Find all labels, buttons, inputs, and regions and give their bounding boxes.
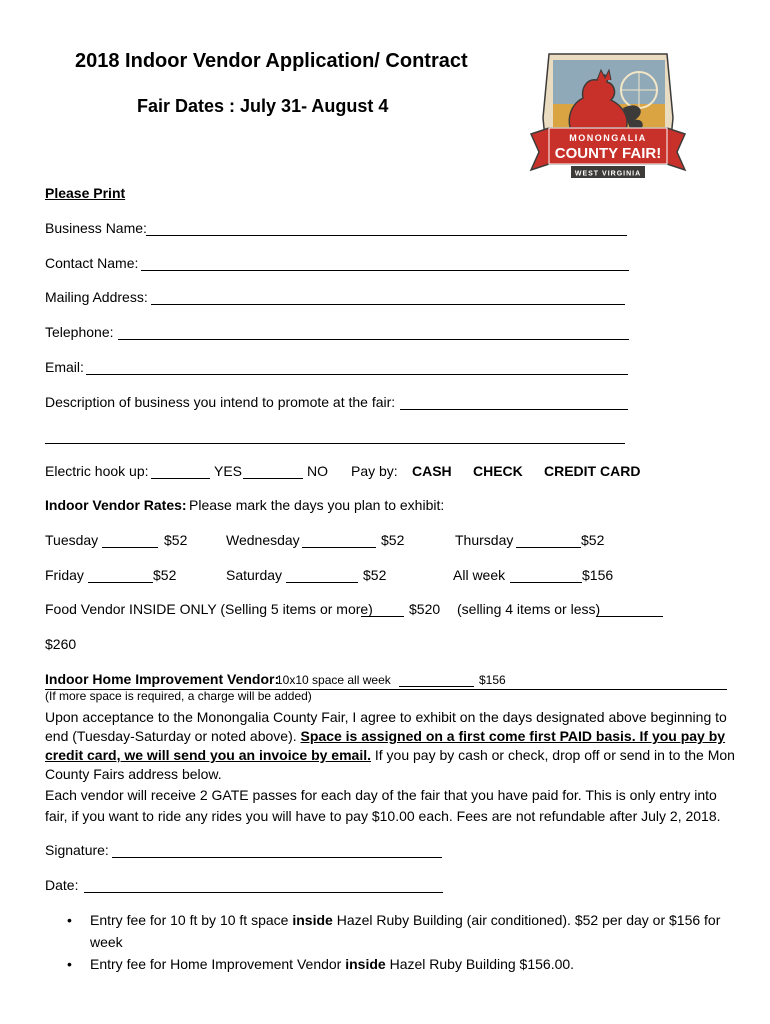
home-improvement-field[interactable] [399,686,474,687]
fee-notes-list [45,909,735,975]
wednesday-field[interactable] [302,547,376,548]
thursday-field[interactable] [516,547,581,548]
pay-cash-option[interactable]: CASH [412,463,452,479]
signature-field[interactable] [112,857,442,858]
telephone-field[interactable] [118,339,629,340]
mailing-address-label: Mailing Address: [45,289,148,305]
food-vendor-label: Food Vendor INSIDE ONLY (Selling 5 items or more) [45,601,373,617]
gate-pass-paragraph: Each vendor will receive 2 GATE passes for each day of the fair that you have paid for. This is only entry into fair, if you want to ride any rides you will have to pay $10.00 each. Fees are not refundable after July 2, 2018. [45,787,721,824]
business-name-field[interactable] [146,235,627,236]
electric-no-label: NO [307,463,328,479]
more-space-note: (If more space is required, a charge will be added) [45,689,312,703]
thursday-price: $52 [581,532,605,548]
list-item: • Entry fee for 10 ft by 10 ft space inside Hazel Ruby Building (air conditioned). $52 per day or $156 for week [45,909,735,953]
telephone-label: Telephone: [45,324,114,340]
description-field-line1[interactable] [400,409,628,410]
date-field[interactable] [84,892,443,893]
tuesday-label: Tuesday [45,532,99,548]
all-week-label: All week [453,567,506,583]
county-fair-logo [527,48,689,184]
mailing-address-field[interactable] [151,304,625,305]
rates-instruction: Please mark the days you plan to exhibit: [189,497,445,513]
home-improvement-price: $156 [479,673,506,687]
bullet-icon: • [67,912,72,928]
electric-label: Electric hook up: [45,463,149,479]
agreement-text-c: If you pay by cash or check, drop off or send in to the Mon County Fairs address below. [45,747,735,782]
thursday-label: Thursday [455,532,514,548]
email-label: Email: [45,359,84,375]
logo-line3: WEST VIRGINIA [574,170,642,178]
logo-line2: COUNTY FAIR! [554,145,662,162]
wednesday-label: Wednesday [226,532,300,548]
food-vendor-price: $520 [409,601,441,617]
description-field-line2[interactable] [45,443,625,444]
saturday-field[interactable] [286,582,358,583]
bullet-icon: • [67,956,72,972]
food-vendor-field[interactable] [361,616,404,617]
please-print: Please Print [45,185,126,201]
signature-label: Signature: [45,842,109,858]
food-small-field[interactable] [596,616,663,617]
pay-credit-card-option[interactable]: CREDIT CARD [544,463,641,479]
list-item: • Entry fee for Home Improvement Vendor inside Hazel Ruby Building $156.00. [45,953,735,975]
contact-name-label: Contact Name: [45,255,139,271]
electric-yes-label: YES [214,463,243,479]
date-label: Date: [45,877,79,893]
all-week-price: $156 [582,567,614,583]
email-field[interactable] [86,374,628,375]
friday-label: Friday [45,567,84,583]
electric-yes-field[interactable] [151,478,210,479]
agreement-paragraph [45,708,735,784]
electric-no-field[interactable] [243,478,303,479]
home-improvement-desc: 10x10 space all week [276,673,391,687]
friday-price: $52 [153,567,177,583]
description-label: Description of business you intend to promote at the fair: [45,394,396,410]
all-week-field[interactable] [510,582,582,583]
food-small-price: $260 [45,636,77,652]
business-name-label: Business Name: [45,220,147,236]
tuesday-price: $52 [164,532,188,548]
rates-heading: Indoor Vendor Rates: [45,497,187,513]
home-improvement-label: Indoor Home Improvement Vendor: [45,671,280,687]
page-title: 2018 Indoor Vendor Application/ Contract [75,50,468,72]
agreement-text-emphasis: Space is assigned on a first come first PAID basis. If you pay by credit card, we will send you an invoice by email. [45,728,726,763]
food-small-label: (selling 4 items or less) [457,601,601,617]
pay-by-label: Pay by: [351,463,398,479]
saturday-price: $52 [363,567,387,583]
tuesday-field[interactable] [102,547,158,548]
contact-name-field[interactable] [141,270,629,271]
fair-dates: Fair Dates : July 31- August 4 [137,96,389,116]
wednesday-price: $52 [381,532,405,548]
saturday-label: Saturday [226,567,283,583]
friday-field[interactable] [88,582,153,583]
pay-check-option[interactable]: CHECK [473,463,523,479]
agreement-text-a: Upon acceptance to the Monongalia County Fair, I agree to exhibit on the days designated above beginning to end (Tuesday-Saturday or noted above). [45,709,727,744]
logo-line1: MONONGALIA [569,133,647,143]
